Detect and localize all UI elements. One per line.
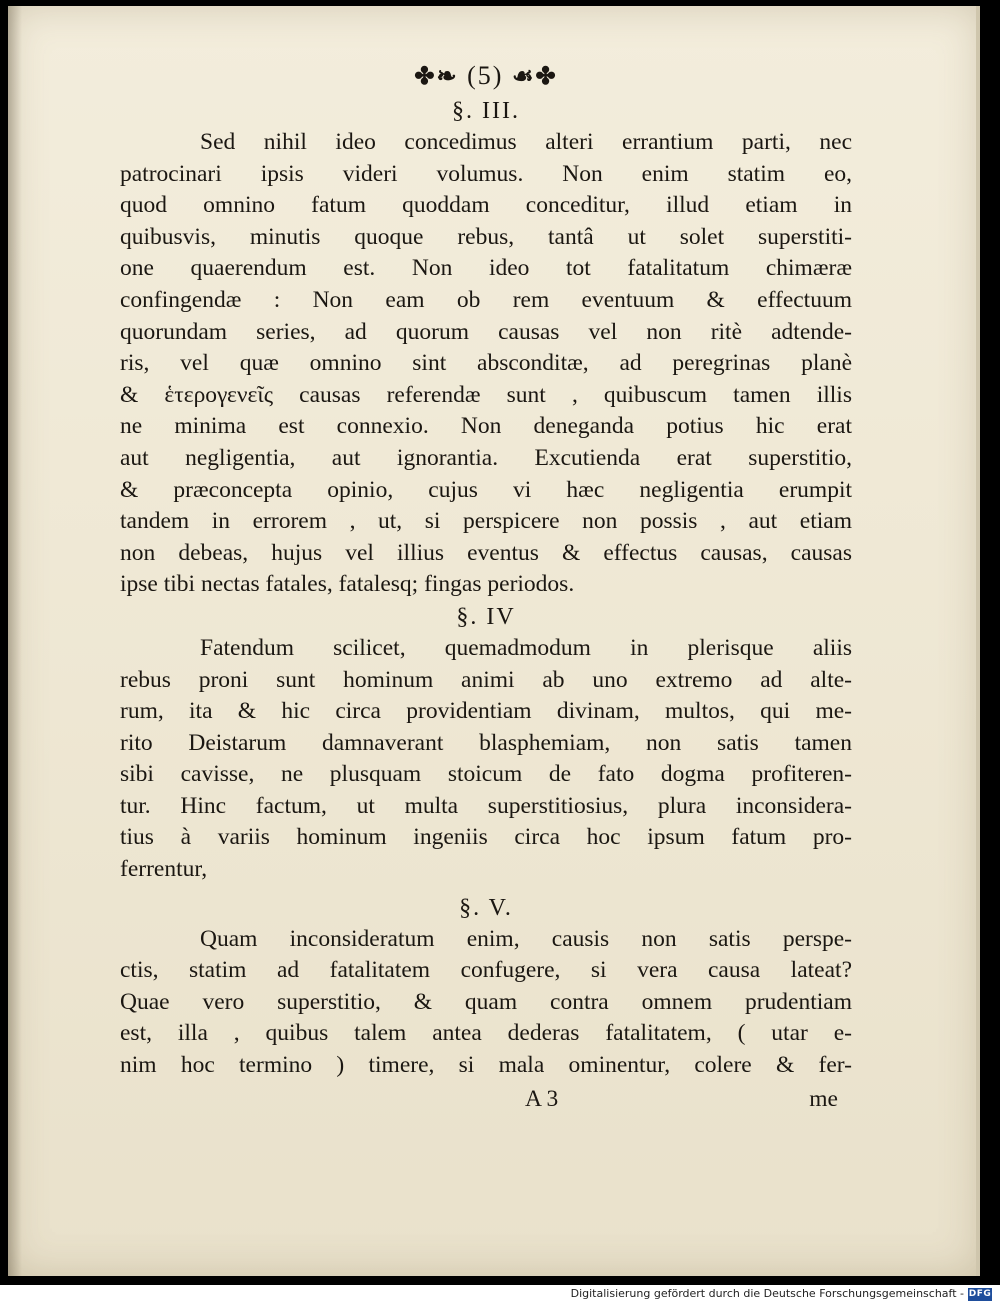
text-line: Sed nihil ideo concedimus alteri errantium parti, nec — [200, 129, 852, 155]
text-line: Fatendum scilicet, quemadmodum in plerisque aliis — [200, 634, 852, 661]
section-heading: §. III. — [452, 98, 520, 124]
text-line: sibi cavisse, ne plusquam stoicum de fato dogma profiteren- — [120, 761, 852, 788]
page-number: (5) — [467, 61, 504, 90]
text-line: tur. Hinc factum, ut multa superstitiosius, plura inconsidera- — [120, 792, 852, 819]
text-line: & præconcepta opinio, cujus vi hæc negligentia erumpit — [120, 476, 852, 503]
text-line: rum, ita & hic circa providentiam divinam, multos, qui me- — [120, 698, 852, 725]
credit-text: Digitalisierung gefördert durch die Deutsche Forschungsgemeinschaft - — [570, 1287, 964, 1300]
text-line: nim hoc termino ) timere, si mala ominentur, colere & fer- — [120, 1052, 852, 1079]
text-line: ne minima est connexio. Non deneganda potius hic erat — [120, 413, 852, 440]
text-line: aut negligentia, aut ignorantia. Excutienda erat superstitio, — [120, 444, 852, 471]
text-line: non debeas, hujus vel illius eventus & effectus causas, causas — [120, 539, 852, 566]
page-edge — [976, 6, 980, 1276]
text-line: quorundam series, ad quorum causas vel non ritè adtende- — [120, 318, 852, 345]
digitization-credit-bar — [0, 1285, 1000, 1303]
text-line: tandem in errorem , ut, si perspicere non possis , aut etiam — [120, 508, 852, 535]
text-line: quibusvis, minutis quoque rebus, tantâ ut solet superstiti- — [120, 223, 852, 250]
ornament-right: ☙✤ — [511, 64, 558, 90]
text-line: confingendæ : Non eam ob rem eventuum & effectuum — [120, 286, 852, 313]
text-line: & ἑτερογενεῖς causas referendæ sunt , quibuscum tamen illis — [120, 381, 852, 408]
section-heading: §. V. — [459, 894, 513, 921]
book-page — [8, 6, 980, 1276]
dfg-logo-icon: DFG — [968, 1288, 992, 1299]
text-line: ferrentur, — [120, 856, 208, 883]
text-line: ctis, statim ad fatalitatem confugere, si vera causa lateat? — [120, 957, 852, 984]
section-3 — [120, 95, 852, 601]
text-line: quod omnino fatum quoddam conceditur, illud etiam in — [120, 192, 852, 219]
catchword: me — [809, 1085, 838, 1112]
section-4 — [120, 601, 852, 886]
page-fold-shadow — [8, 6, 22, 1276]
section-heading: §. IV — [456, 603, 516, 630]
section-5 — [120, 892, 852, 1082]
text-line: tius à variis hominum ingeniis circa hoc ipsum fatum pro- — [120, 824, 852, 851]
text-line: ris, vel quæ omnino sint absconditæ, ad peregrinas planè — [120, 350, 852, 377]
text-line: est, illa , quibus talem antea dederas fatalitatem, ( utar e- — [120, 1020, 852, 1047]
text-line: patrocinari ipsis videri volumus. Non enim statim eo, — [120, 160, 852, 187]
text-line: one quaerendum est. Non ideo tot fatalitatum chimæræ — [120, 255, 852, 282]
text-line: ipse tibi nectas fatales, fatalesq; fingas periodos. — [120, 571, 575, 598]
text-line: Quam inconsideratum enim, causis non satis perspe- — [200, 925, 852, 952]
page-footer — [120, 1084, 852, 1116]
ornament-left: ✤❧ — [414, 64, 459, 90]
text-line: Quae vero superstitio, & quam contra omnem prudentiam — [120, 988, 852, 1015]
text-line: rito Deistarum damnaverant blasphemiam, non satis tamen — [120, 729, 852, 756]
running-head — [120, 58, 852, 95]
signature-mark: A 3 — [525, 1085, 559, 1112]
page-text — [120, 58, 852, 1115]
text-line: rebus proni sunt hominum animi ab uno extremo ad alte- — [120, 666, 852, 693]
